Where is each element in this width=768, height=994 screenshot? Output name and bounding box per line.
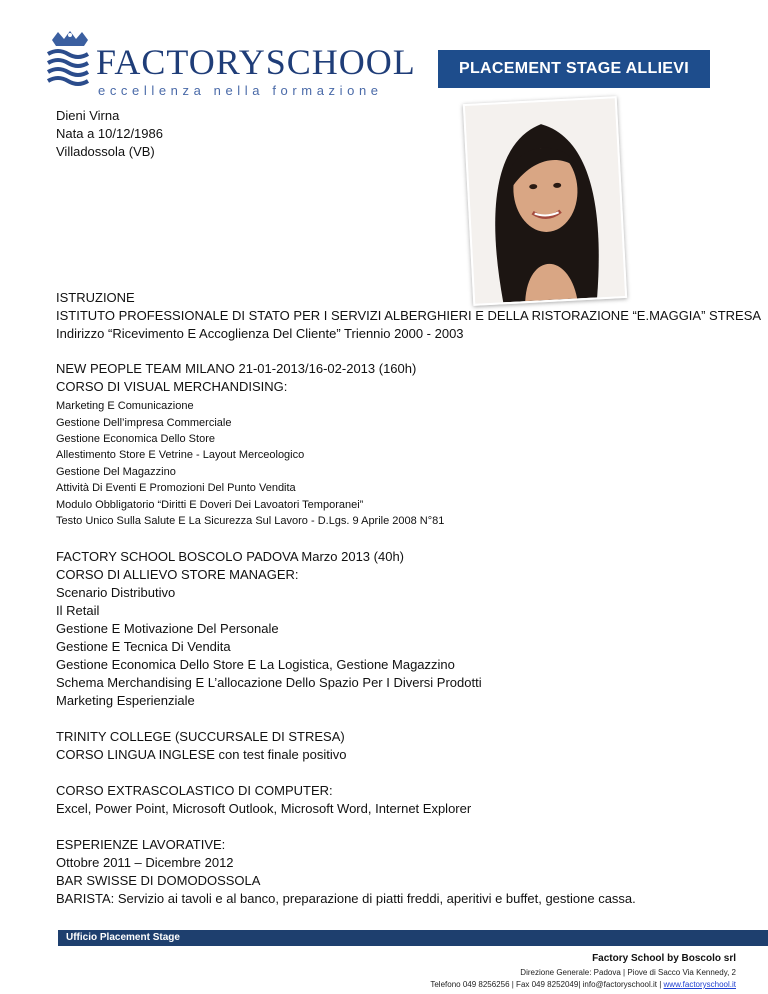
footer-contacts — [430, 980, 736, 989]
footer-contact-details: Telefono 049 8256256 | Fax 049 8252049| info@factoryschool.it | — [430, 980, 664, 989]
website-link[interactable]: www.factoryschool.it — [663, 980, 736, 989]
course-topic: Modulo Obbligatorio “Diritti E Doveri Dei Lavoatori Temporanei” — [56, 499, 364, 511]
profile-photo — [463, 96, 627, 306]
course-topic: Gestione Economica Dello Store E La Logistica, Gestione Magazzino — [56, 657, 455, 672]
section-subheading: CORSO DI ALLIEVO STORE MANAGER: — [56, 567, 299, 582]
course-topic: Gestione Dell’impresa Commerciale — [56, 417, 232, 429]
section-line: Excel, Power Point, Microsoft Outlook, Microsoft Word, Internet Explorer — [56, 801, 472, 816]
section-heading-new-people-team: NEW PEOPLE TEAM MILANO 21-01-2013/16-02-2013 (160h) — [56, 361, 417, 376]
footer-company: Factory School by Boscolo srl — [592, 953, 736, 964]
section-heading-computer: CORSO EXTRASCOLASTICO DI COMPUTER: — [56, 783, 333, 798]
course-topic: Attività Di Eventi E Promozioni Del Punto Vendita — [56, 482, 296, 494]
section-heading-trinity-college: TRINITY COLLEGE (SUCCURSALE DI STRESA) — [56, 729, 345, 744]
course-topic: Testo Unico Sulla Salute E La Sicurezza Sul Lavoro - D.Lgs. 9 Aprile 2008 N°81 — [56, 515, 445, 527]
section-subheading: CORSO DI VISUAL MERCHANDISING: — [56, 379, 288, 394]
section-line: ISTITUTO PROFESSIONALE DI STATO PER I SERVIZI ALBERGHIERI E DELLA RISTORAZIONE “E.MAGGIA” STRESA — [56, 308, 762, 323]
course-topic: Il Retail — [56, 603, 100, 618]
section-line: Ottobre 2011 – Dicembre 2012 — [56, 855, 234, 870]
course-topic: Gestione E Motivazione Del Personale — [56, 621, 279, 636]
section-line: BAR SWISSE DI DOMODOSSOLA — [56, 873, 261, 888]
course-topic: Marketing Esperienziale — [56, 693, 195, 708]
course-topic: Marketing E Comunicazione — [56, 400, 194, 412]
crown-waves-icon — [44, 30, 92, 92]
page-title-banner: PLACEMENT STAGE ALLIEVI — [438, 50, 710, 88]
person-name: Dieni Virna — [56, 108, 120, 123]
course-topic: Scenario Distributivo — [56, 585, 176, 600]
logo-tagline: eccellenza nella formazione — [98, 83, 383, 98]
section-line: CORSO LINGUA INGLESE con test finale positivo — [56, 747, 347, 762]
section-line: Indirizzo “Ricevimento E Accoglienza Del Cliente” Triennio 2000 - 2003 — [56, 326, 464, 341]
section-heading-esperienze: ESPERIENZE LAVORATIVE: — [56, 837, 226, 852]
course-topic: Gestione Economica Dello Store — [56, 433, 215, 445]
section-heading-factory-school: FACTORY SCHOOL BOSCOLO PADOVA Marzo 2013 (40h) — [56, 549, 404, 564]
section-line: BARISTA: Servizio ai tavoli e al banco, preparazione di piatti freddi, aperitivi e buffet, gestione cassa. — [56, 891, 636, 906]
course-topic: Schema Merchandising E L’allocazione Dello Spazio Per I Diversi Prodotti — [56, 675, 482, 690]
footer-label: Ufficio Placement Stage — [66, 932, 180, 943]
person-birth: Nata a 10/12/1986 — [56, 126, 163, 141]
course-topic: Gestione E Tecnica Di Vendita — [56, 639, 231, 654]
footer-address: Direzione Generale: Padova | Piove di Sacco Via Kennedy, 2 — [520, 968, 736, 977]
portrait-illustration — [465, 98, 625, 304]
course-topic: Gestione Del Magazzino — [56, 466, 176, 478]
person-city: Villadossola (VB) — [56, 144, 155, 159]
section-heading-istruzione: ISTRUZIONE — [56, 290, 135, 305]
course-topic: Allestimento Store E Vetrine - Layout Merceologico — [56, 449, 305, 461]
logo-name: FACTORYSCHOOL — [96, 42, 416, 82]
factoryschool-logo — [44, 30, 416, 98]
